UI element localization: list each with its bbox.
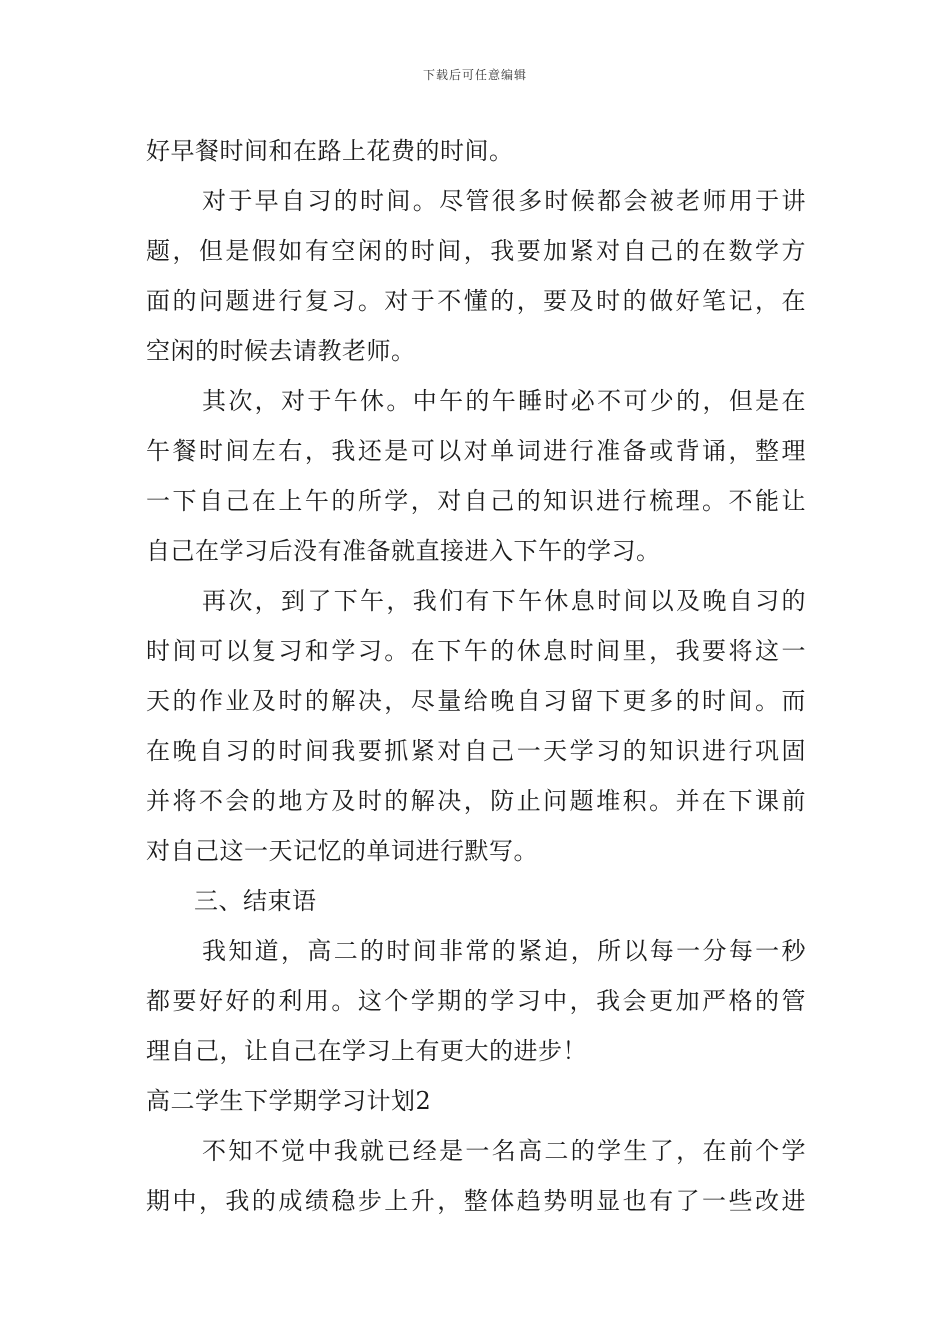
paragraph-start-line: 其次，对于午休。中午的午睡时必不可少的，但是在 xyxy=(202,387,806,415)
paragraph-start-line: 再次，到了下午，我们有下午休息时间以及晚自习的 xyxy=(202,587,806,615)
text-line: 好早餐时间和在路上花费的时间。 xyxy=(146,137,514,165)
text-line: 时间可以复习和学习。在下午的休息时间里，我要将这一 xyxy=(146,637,806,665)
text-line: 一下自己在上午的所学，对自己的知识进行梳理。不能让 xyxy=(146,487,806,515)
text-line: 题，但是假如有空闲的时间，我要加紧对自己的在数学方 xyxy=(146,237,806,265)
section-heading: 三、结束语 xyxy=(194,887,317,915)
document-subtitle: 高二学生下学期学习计划2 xyxy=(146,1087,432,1115)
paragraph-start-line: 对于早自习的时间。尽管很多时候都会被老师用于讲 xyxy=(202,187,806,215)
text-line: 理自己，让自己在学习上有更大的进步！ xyxy=(146,1037,587,1065)
document-body xyxy=(146,126,806,1226)
text-line: 空闲的时候去请教老师。 xyxy=(146,337,416,365)
text-line: 午餐时间左右，我还是可以对单词进行准备或背诵，整理 xyxy=(146,437,806,465)
page-header-note: 下载后可任意编辑 xyxy=(422,68,527,82)
text-line: 自己在学习后没有准备就直接进入下午的学习。 xyxy=(146,537,661,565)
text-line: 在晚自习的时间我要抓紧对自己一天学习的知识进行巩固 xyxy=(146,737,806,765)
text-line: 并将不会的地方及时的解决，防止问题堆积。并在下课前 xyxy=(146,787,806,815)
text-line: 对自己这一天记忆的单词进行默写。 xyxy=(146,837,538,865)
text-line: 都要好好的利用。这个学期的学习中，我会更加严格的管 xyxy=(146,987,806,1015)
paragraph-start-line: 不知不觉中我就已经是一名高二的学生了，在前个学 xyxy=(202,1137,806,1165)
text-line: 期中，我的成绩稳步上升，整体趋势明显也有了一些改进 xyxy=(146,1187,806,1215)
text-line: 天的作业及时的解决，尽量给晚自习留下更多的时间。而 xyxy=(146,687,806,715)
paragraph-start-line: 我知道，高二的时间非常的紧迫，所以每一分每一秒 xyxy=(202,937,806,965)
text-line: 面的问题进行复习。对于不懂的，要及时的做好笔记，在 xyxy=(146,287,806,315)
